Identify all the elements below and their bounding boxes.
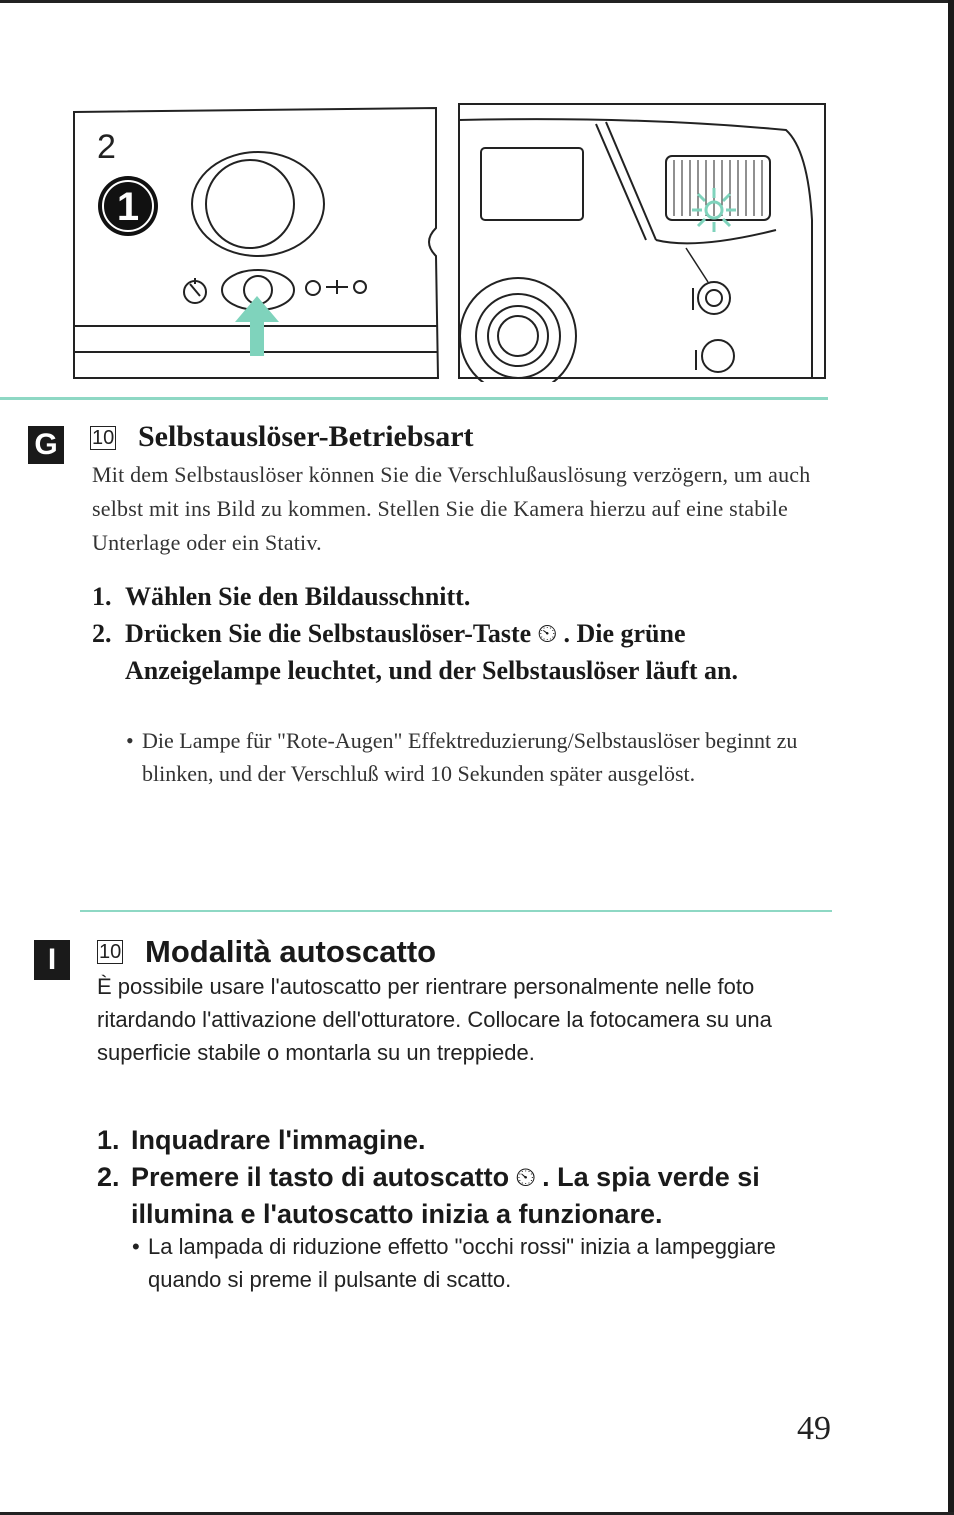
svg-text:1: 1 <box>116 185 140 229</box>
bullet-note-italian: • La lampada di riduzione effetto "occhi rossi" inizia a lampeggiare quando si preme il pulsante di scatto. <box>132 1234 776 1292</box>
camera-front-illustration <box>456 100 828 382</box>
step-2-italian: 2. Premere il tasto di autoscatto ⏲ . La spia verde si illumina e l'autoscatto inizia a funzionare. <box>97 1159 837 1233</box>
step-2-german: 2. Drücken Sie die Selbstauslöser-Taste ⏲ . Die grüne Anzeigelampe leuchtet, und der Selbstauslöser läuft an. <box>92 615 832 689</box>
callout-1-icon <box>98 176 158 236</box>
section-number-german: 10 <box>92 427 115 449</box>
figure-step-number: 2 <box>97 128 116 166</box>
step-1-german: 1. Wählen Sie den Bildausschnitt. <box>92 582 471 611</box>
step-1-italian: 1. Inquadrare l'immagine. <box>97 1125 426 1155</box>
camera-body-edge <box>459 119 812 378</box>
camera-top-illustration <box>70 100 440 382</box>
red-eye-lamp-icon <box>306 281 320 295</box>
red-eye-lamp-icon <box>698 282 730 314</box>
language-marker-italian: I <box>34 940 70 980</box>
self-timer-icon: ⏲ <box>515 1162 537 1192</box>
section-divider <box>0 397 828 400</box>
page-top-edge <box>0 0 954 3</box>
section-divider <box>80 910 832 912</box>
flash-mode-icon <box>702 340 734 372</box>
section-title-italian: Modalità autoscatto <box>145 934 437 969</box>
page-right-edge <box>948 0 954 1515</box>
intro-german: Mit dem Selbstauslöser können Sie die Verschlußauslösung verzögern, um auch selbst mit ins Bild zu kommen. Stellen Sie die Kamera hierzu auf eine stabile Unterlage oder ein Stativ. <box>92 462 811 555</box>
viewfinder-window <box>481 148 583 220</box>
steps-german <box>92 578 832 689</box>
section-title-german: Selbstauslöser-Betriebsart <box>138 420 474 453</box>
steps-italian <box>97 1122 837 1233</box>
shutter-button-housing <box>192 152 324 256</box>
bullet-note-german: • Die Lampe für "Rote-Augen" Effektreduzierung/Selbstauslöser beginnt zu blinken, und der Verschluß wird 10 Sekunden später ausgelöst. <box>126 728 798 786</box>
self-timer-icon: ⏲ <box>537 619 558 648</box>
illustration-frame <box>459 104 825 378</box>
section-number-italian: 10 <box>99 941 122 963</box>
page-number: 49 <box>797 1410 831 1447</box>
language-marker-german: G <box>28 426 64 464</box>
self-timer-icon <box>184 281 206 303</box>
intro-italian: È possibile usare l'autoscatto per rientrare personalmente nelle foto ritardando l'attivazione dell'otturatore. Collocare la fotocamera su una superficie stabile o montarla su un treppiede. <box>97 974 772 1065</box>
shutter-button-icon <box>206 160 294 248</box>
